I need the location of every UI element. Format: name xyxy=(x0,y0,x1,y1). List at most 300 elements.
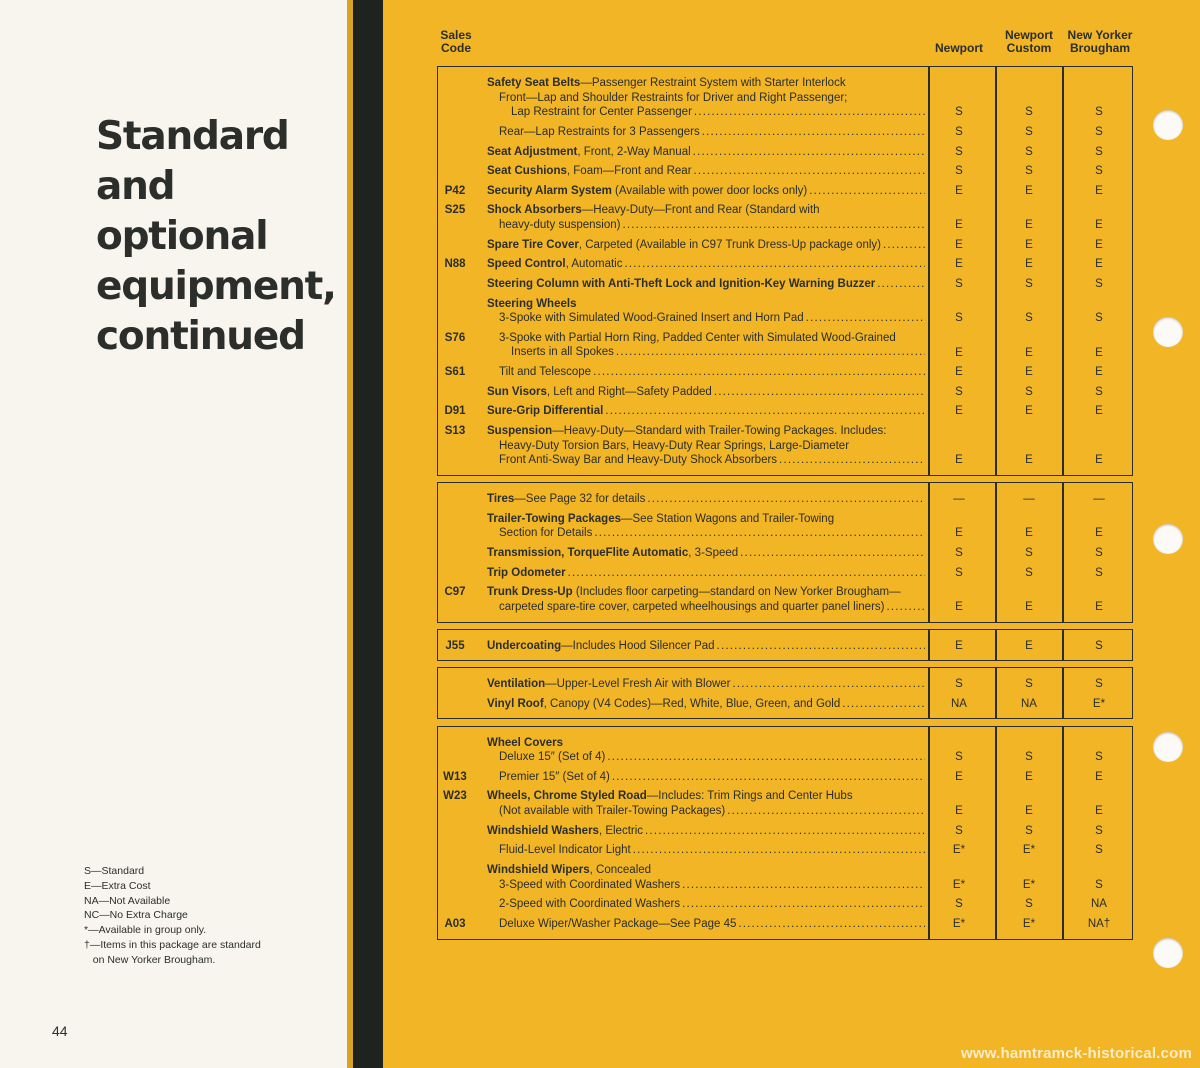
description-line xyxy=(487,585,925,600)
description-text xyxy=(499,526,592,541)
legend-item: S—Standard xyxy=(84,865,145,877)
dot-leader xyxy=(717,639,925,654)
description-line xyxy=(487,277,925,292)
availability-mark: E xyxy=(1095,258,1103,271)
availability-mark: E xyxy=(1095,405,1103,418)
equipment-description xyxy=(487,789,925,818)
availability-mark: S xyxy=(1095,844,1103,857)
description-text xyxy=(487,863,651,878)
dot-leader xyxy=(740,546,925,561)
availability-mark: S xyxy=(955,751,963,764)
column-divider xyxy=(1062,66,1064,476)
equipment-description xyxy=(487,297,925,326)
availability-mark: E xyxy=(1025,770,1033,783)
description-line xyxy=(487,164,925,179)
availability-mark: S xyxy=(1095,277,1103,290)
availability-mark: S xyxy=(955,566,963,579)
equipment-description xyxy=(487,492,925,507)
availability-mark: E xyxy=(1095,600,1103,613)
availability-mark: S xyxy=(1025,678,1033,691)
title-line: and xyxy=(96,164,175,209)
availability-mark: E xyxy=(955,346,963,359)
dot-leader xyxy=(607,750,925,765)
dot-leader xyxy=(682,878,925,893)
description-text xyxy=(487,566,566,581)
header-line: Newport xyxy=(935,41,983,55)
availability-mark: E* xyxy=(1022,844,1036,857)
availability-mark: E xyxy=(1025,405,1033,418)
description-line xyxy=(487,878,925,893)
dot-leader xyxy=(594,526,925,541)
description-text xyxy=(487,76,846,91)
feature-detail: —Upper-Level Fresh Air with Blower xyxy=(545,678,731,691)
column-divider xyxy=(995,726,997,940)
feature-detail: —Includes: Trim Rings and Center Hubs xyxy=(646,790,853,803)
availability-mark: E xyxy=(1095,238,1103,251)
dot-leader xyxy=(809,184,925,199)
column-divider xyxy=(1062,667,1064,719)
description-line xyxy=(487,600,925,615)
feature-name: Shock Absorbers xyxy=(487,204,582,217)
availability-mark: S xyxy=(955,145,963,158)
description-text xyxy=(499,439,849,454)
description-line xyxy=(487,824,925,839)
description-text xyxy=(499,770,610,785)
header-line: Brougham xyxy=(1070,41,1130,55)
sales-code: P42 xyxy=(444,184,466,197)
description-line xyxy=(487,145,925,160)
availability-mark: E xyxy=(955,639,963,652)
availability-mark: E xyxy=(1095,184,1103,197)
equipment-description xyxy=(487,512,925,541)
availability-mark: S xyxy=(1025,145,1033,158)
availability-mark: S xyxy=(955,546,963,559)
availability-mark: S xyxy=(955,824,963,837)
feature-name: Tires xyxy=(487,493,515,505)
equipment-description xyxy=(487,677,925,692)
description-text xyxy=(499,125,700,140)
availability-mark: — xyxy=(1023,493,1035,505)
description-text xyxy=(499,804,725,819)
dot-leader xyxy=(633,843,925,858)
description-text xyxy=(487,277,875,292)
description-line xyxy=(487,750,925,765)
availability-mark: — xyxy=(953,493,965,505)
feature-name: Safety Seat Belts xyxy=(487,77,581,89)
description-line xyxy=(487,238,925,253)
availability-mark: E xyxy=(1025,527,1033,540)
description-text xyxy=(487,424,886,439)
description-line xyxy=(487,546,925,561)
dot-leader xyxy=(714,385,925,400)
equipment-description xyxy=(487,566,925,581)
description-text xyxy=(499,917,736,932)
sales-code: S61 xyxy=(444,366,466,379)
availability-mark: S xyxy=(955,106,963,119)
feature-detail: Premier 15″ (Set of 4) xyxy=(499,770,610,783)
availability-mark: E xyxy=(955,527,963,540)
availability-mark: S xyxy=(955,126,963,138)
binder-hole xyxy=(1153,732,1183,762)
availability-mark: E xyxy=(1025,600,1033,613)
description-line xyxy=(487,105,925,120)
equipment-description xyxy=(487,736,925,765)
description-line xyxy=(487,453,925,468)
dot-leader xyxy=(612,770,925,785)
availability-mark: S xyxy=(1025,824,1033,837)
dot-leader xyxy=(702,125,925,140)
feature-detail: Front Anti-Sway Bar and Heavy-Duty Shock Absorbers xyxy=(499,454,778,467)
feature-detail: Section for Details xyxy=(499,527,593,540)
dot-leader xyxy=(806,311,925,326)
feature-name: Trailer-Towing Packages xyxy=(487,512,622,525)
equipment-description xyxy=(487,585,925,614)
dot-leader xyxy=(645,824,925,839)
dot-leader xyxy=(682,897,925,912)
description-line xyxy=(487,736,925,751)
availability-mark: E xyxy=(1095,805,1103,818)
feature-detail: —Passenger Restraint System with Starter Interlock xyxy=(580,77,846,89)
page-number: 44 xyxy=(52,1023,68,1039)
dot-leader xyxy=(842,697,925,712)
availability-mark: S xyxy=(1095,126,1103,138)
feature-detail: 3-Speed with Coordinated Washers xyxy=(499,878,681,891)
availability-mark: S xyxy=(1025,106,1033,119)
description-line xyxy=(487,492,925,507)
feature-detail: , Left and Right—Safety Padded xyxy=(546,385,712,398)
availability-mark: E xyxy=(1025,346,1033,359)
column-divider xyxy=(995,66,997,476)
legend-item: E—Extra Cost xyxy=(84,879,151,892)
availability-mark: E xyxy=(1025,639,1033,652)
equipment-description xyxy=(487,257,925,272)
equipment-description xyxy=(487,424,925,468)
equipment-description xyxy=(487,365,925,380)
feature-detail: , Concealed xyxy=(589,863,652,876)
availability-mark: S xyxy=(1095,312,1103,325)
description-line xyxy=(487,365,925,380)
availability-mark: E* xyxy=(1022,878,1036,891)
legend-item: *—Available in group only. xyxy=(84,924,207,937)
feature-detail: 2-Speed with Coordinated Washers xyxy=(499,898,681,911)
feature-detail: (Available with power door locks only) xyxy=(611,184,808,197)
description-line xyxy=(487,843,925,858)
description-line xyxy=(487,863,925,878)
equipment-description xyxy=(487,145,925,160)
equipment-description xyxy=(487,164,925,179)
availability-mark: S xyxy=(1095,145,1103,158)
description-text xyxy=(487,492,645,507)
feature-name: Undercoating xyxy=(487,639,562,652)
description-text xyxy=(499,365,591,380)
description-line xyxy=(487,385,925,400)
equipment-description xyxy=(487,897,925,912)
equipment-description xyxy=(487,184,925,199)
description-text xyxy=(487,789,853,804)
dot-leader xyxy=(693,145,925,160)
description-text xyxy=(487,585,901,600)
availability-mark: S xyxy=(955,312,963,325)
description-text xyxy=(487,697,840,712)
feature-detail: Front—Lap and Shoulder Restraints for Driver and Right Passenger; xyxy=(499,91,848,104)
availability-mark: E xyxy=(1025,219,1033,232)
availability-mark: S xyxy=(1095,566,1103,579)
description-line xyxy=(487,311,925,326)
equipment-description xyxy=(487,546,925,561)
header-line: Newport xyxy=(1005,28,1053,42)
legend-item: NC—No Extra Charge xyxy=(84,909,188,922)
description-text xyxy=(487,203,820,218)
feature-detail: , Canopy (V4 Codes)—Red, White, Blue, Green, and Gold xyxy=(543,697,841,710)
feature-name: Sun Visors xyxy=(487,385,547,398)
column-divider xyxy=(1062,482,1064,623)
availability-mark: E* xyxy=(952,844,966,857)
feature-detail: (Includes floor carpeting—standard on New Yorker Brougham— xyxy=(572,586,901,599)
dot-leader xyxy=(738,917,925,932)
description-line xyxy=(487,789,925,804)
availability-mark: E xyxy=(1095,770,1103,783)
description-text xyxy=(487,824,643,839)
feature-detail: , Electric xyxy=(598,824,644,837)
feature-detail: Inserts in all Spokes xyxy=(511,346,614,359)
feature-detail: Rear—Lap Restraints for 3 Passengers xyxy=(499,126,700,138)
description-text xyxy=(499,331,896,346)
description-line xyxy=(487,125,925,140)
equipment-description xyxy=(487,863,925,892)
feature-detail: heavy-duty suspension) xyxy=(499,219,621,232)
availability-mark: E xyxy=(1095,219,1103,232)
availability-mark: NA xyxy=(1021,697,1037,710)
availability-mark: E* xyxy=(1092,697,1106,710)
description-text xyxy=(499,750,605,765)
availability-mark: E xyxy=(1095,346,1103,359)
feature-name: Suspension xyxy=(487,424,553,437)
description-text xyxy=(487,238,881,253)
availability-mark: E xyxy=(955,454,963,467)
equipment-description xyxy=(487,917,925,932)
dot-leader xyxy=(622,218,925,233)
header-line: Sales xyxy=(440,28,472,42)
equipment-description xyxy=(487,697,925,712)
availability-mark: S xyxy=(1095,878,1103,891)
equipment-description xyxy=(487,385,925,400)
header-line: Custom xyxy=(1006,41,1052,55)
description-line xyxy=(487,439,925,454)
feature-detail: Lap Restraint for Center Passenger xyxy=(511,106,692,119)
availability-mark: E xyxy=(955,770,963,783)
binder-hole xyxy=(1153,938,1183,968)
equipment-description xyxy=(487,639,925,654)
availability-mark: E xyxy=(1095,366,1103,379)
dot-leader xyxy=(568,566,925,581)
feature-name: Ventilation xyxy=(487,678,546,691)
description-line xyxy=(487,345,925,360)
availability-mark: S xyxy=(1095,678,1103,691)
feature-name: Wheels, Chrome Styled Road xyxy=(487,790,647,803)
dot-leader xyxy=(886,600,925,615)
availability-mark: E xyxy=(1025,184,1033,197)
feature-detail: Deluxe Wiper/Washer Package—See Page 45 xyxy=(499,917,737,930)
availability-mark: S xyxy=(955,898,963,911)
dot-leader xyxy=(733,677,926,692)
availability-mark: S xyxy=(1095,751,1103,764)
availability-mark: NA† xyxy=(1087,917,1111,930)
sales-code: S76 xyxy=(444,331,466,344)
description-text xyxy=(487,145,691,160)
availability-mark: E* xyxy=(952,878,966,891)
feature-name: Sure-Grip Differential xyxy=(487,405,604,418)
equipment-description xyxy=(487,203,925,232)
equipment-description xyxy=(487,404,925,419)
dot-leader xyxy=(624,257,925,272)
feature-name: Trunk Dress-Up xyxy=(487,586,573,599)
description-text xyxy=(499,91,847,106)
description-line xyxy=(487,218,925,233)
description-line xyxy=(487,770,925,785)
description-text xyxy=(499,600,884,615)
equipment-description xyxy=(487,125,925,140)
header-line: Code xyxy=(441,41,471,55)
feature-detail: Heavy-Duty Torsion Bars, Heavy-Duty Rear Springs, Large-Diameter xyxy=(499,439,850,452)
equipment-description xyxy=(487,770,925,785)
sales-code: N88 xyxy=(444,258,466,271)
sales-code: S13 xyxy=(444,424,466,437)
description-text xyxy=(487,164,692,179)
description-line xyxy=(487,91,925,106)
description-line xyxy=(487,404,925,419)
availability-mark: S xyxy=(955,385,963,398)
description-line xyxy=(487,257,925,272)
availability-mark: E xyxy=(1025,366,1033,379)
availability-mark: E* xyxy=(1022,917,1036,930)
availability-mark: S xyxy=(1025,546,1033,559)
binder-hole xyxy=(1153,317,1183,347)
availability-mark: E xyxy=(1025,238,1033,251)
feature-detail: Deluxe 15″ (Set of 4) xyxy=(499,751,606,764)
description-text xyxy=(499,843,631,858)
description-text xyxy=(487,404,603,419)
description-line xyxy=(487,639,925,654)
availability-mark: E xyxy=(1095,454,1103,467)
binder-hole xyxy=(1153,524,1183,554)
availability-mark: S xyxy=(1025,126,1033,138)
description-text xyxy=(499,218,620,233)
feature-detail: Tilt and Telescope xyxy=(499,366,592,379)
feature-detail: Fluid-Level Indicator Light xyxy=(499,844,631,857)
feature-name: Trip Odometer xyxy=(487,566,566,579)
availability-mark: S xyxy=(1095,639,1103,652)
feature-name: Vinyl Roof xyxy=(487,697,544,710)
dot-leader xyxy=(779,453,925,468)
feature-detail: (Not available with Trailer-Towing Packages) xyxy=(499,805,726,818)
availability-mark: — xyxy=(1093,493,1105,505)
feature-name: Speed Control xyxy=(487,258,566,271)
availability-mark: S xyxy=(1095,546,1103,559)
feature-name: Steering Wheels xyxy=(487,297,577,310)
dot-leader xyxy=(883,238,925,253)
availability-mark: S xyxy=(955,165,963,178)
dot-leader xyxy=(647,492,925,507)
description-text xyxy=(487,184,807,199)
dot-leader xyxy=(727,804,925,819)
equipment-description xyxy=(487,277,925,292)
sales-code: W13 xyxy=(443,770,467,783)
description-text xyxy=(511,105,692,120)
description-line xyxy=(487,512,925,527)
availability-mark: E xyxy=(955,600,963,613)
description-text xyxy=(487,257,622,272)
availability-mark: S xyxy=(1025,277,1033,290)
feature-name: Transmission, TorqueFlite Automatic xyxy=(487,546,689,559)
availability-mark: E xyxy=(955,805,963,818)
availability-mark: S xyxy=(1025,385,1033,398)
availability-mark: E xyxy=(1025,805,1033,818)
watermark: www.hamtramck-historical.com xyxy=(961,1045,1192,1062)
sales-code: C97 xyxy=(444,586,466,599)
column-divider xyxy=(995,667,997,719)
dot-leader xyxy=(593,365,925,380)
equipment-description xyxy=(487,824,925,839)
availability-mark: S xyxy=(1025,751,1033,764)
availability-mark: S xyxy=(955,678,963,691)
sales-code: W23 xyxy=(443,790,467,803)
availability-mark: E xyxy=(1095,527,1103,540)
feature-detail: carpeted spare-tire cover, carpeted wheelhousings and quarter panel liners) xyxy=(499,600,885,613)
equipment-description xyxy=(487,238,925,253)
feature-detail: , Automatic xyxy=(565,258,623,271)
feature-detail: —Heavy-Duty—Front and Rear (Standard with xyxy=(581,204,820,217)
sales-code: D91 xyxy=(444,405,466,418)
description-text xyxy=(487,639,715,654)
description-text xyxy=(499,897,680,912)
feature-detail: , 3-Speed xyxy=(688,546,739,559)
availability-mark: E xyxy=(955,184,963,197)
availability-mark: NA xyxy=(1091,898,1107,911)
feature-name: Windshield Washers xyxy=(487,824,599,837)
title-line: optional xyxy=(96,214,268,259)
availability-mark: S xyxy=(1095,824,1103,837)
description-line xyxy=(487,424,925,439)
description-line xyxy=(487,331,925,346)
description-line xyxy=(487,677,925,692)
availability-mark: S xyxy=(955,277,963,290)
feature-detail: —Heavy-Duty—Standard with Trailer-Towing Packages. Includes: xyxy=(552,424,887,437)
feature-name: Seat Cushions xyxy=(487,165,567,178)
feature-name: Security Alarm System xyxy=(487,184,612,197)
feature-detail: , Foam—Front and Rear xyxy=(566,165,692,178)
description-text xyxy=(499,311,804,326)
sales-code: J55 xyxy=(445,639,465,652)
dot-leader xyxy=(694,164,925,179)
title-line: continued xyxy=(96,314,305,359)
availability-mark: NA xyxy=(951,697,967,710)
description-line xyxy=(487,697,925,712)
feature-name: Steering Column with Anti-Theft Lock and Ignition-Key Warning Buzzer xyxy=(487,277,876,290)
description-line xyxy=(487,566,925,581)
feature-detail: —See Station Wagons and Trailer-Towing xyxy=(621,512,835,525)
description-text xyxy=(487,546,738,561)
feature-detail: —Includes Hood Silencer Pad xyxy=(561,639,715,652)
feature-detail: , Carpeted (Available in C97 Trunk Dress-Up package only) xyxy=(578,238,881,251)
description-line xyxy=(487,297,925,312)
title-line: Standard xyxy=(96,114,289,159)
availability-mark: S xyxy=(1095,106,1103,119)
availability-mark: E xyxy=(1025,454,1033,467)
feature-name: Seat Adjustment xyxy=(487,145,578,158)
column-divider xyxy=(1062,726,1064,940)
availability-mark: E* xyxy=(952,917,966,930)
feature-name: Wheel Covers xyxy=(487,736,564,749)
